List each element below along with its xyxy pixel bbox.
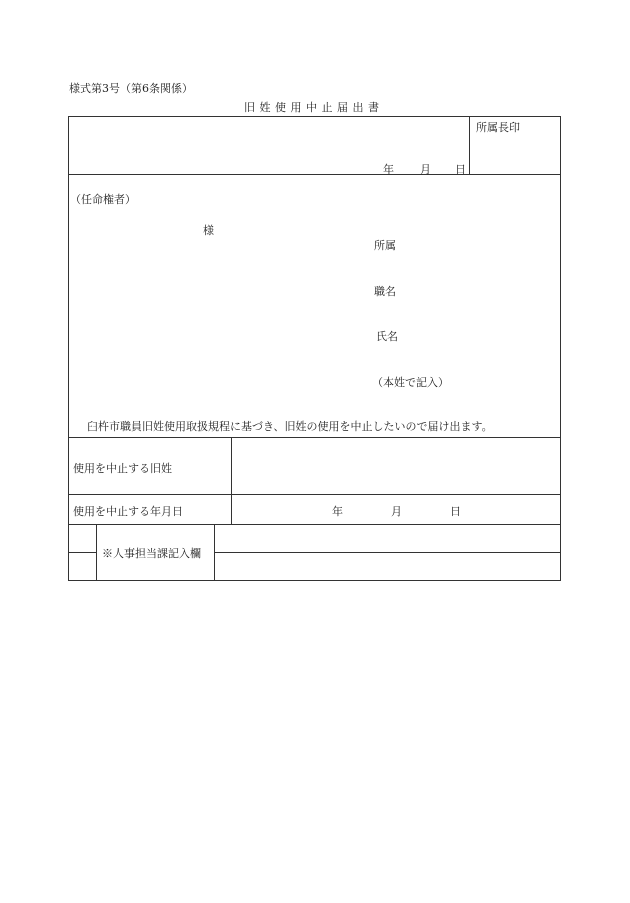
date-day: 日 (455, 163, 466, 176)
seal-box-divider (469, 116, 470, 174)
date-month: 月 (420, 163, 431, 176)
date-year: 年 (383, 163, 394, 176)
main-form-box (68, 116, 561, 438)
stop-date-year: 年 (332, 505, 343, 518)
form-number: 様式第3号（第6条関係） (69, 82, 193, 95)
old-surname-label: 使用を中止する旧姓 (73, 462, 172, 475)
personnel-col-divider-1 (96, 524, 97, 581)
appointer-label: （任命権者） (70, 193, 136, 206)
statement: 臼杵市職員旧姓使用取扱規程に基づき、旧姓の使用を中止したいので届け出ます。 (87, 420, 493, 433)
date-row-divider (68, 174, 561, 175)
name-note: （本姓で記入） (372, 376, 449, 389)
affiliation-label: 所属 (374, 239, 396, 252)
stop-date-month: 月 (391, 505, 402, 518)
stop-date-label: 使用を中止する年月日 (73, 505, 183, 518)
details-col-divider (231, 437, 232, 525)
form-title: 旧姓使用中止届出書 (244, 101, 384, 114)
name-label: 氏名 (376, 330, 398, 343)
honorific: 様 (203, 224, 214, 237)
details-row-divider (68, 494, 561, 495)
personnel-section-label: ※人事担当課記入欄 (102, 547, 201, 560)
personnel-row-divider-left (68, 552, 96, 553)
stop-date-day: 日 (450, 505, 461, 518)
personnel-row-divider-right (214, 552, 561, 553)
position-label: 職名 (374, 285, 396, 298)
seal-label: 所属長印 (476, 121, 520, 134)
